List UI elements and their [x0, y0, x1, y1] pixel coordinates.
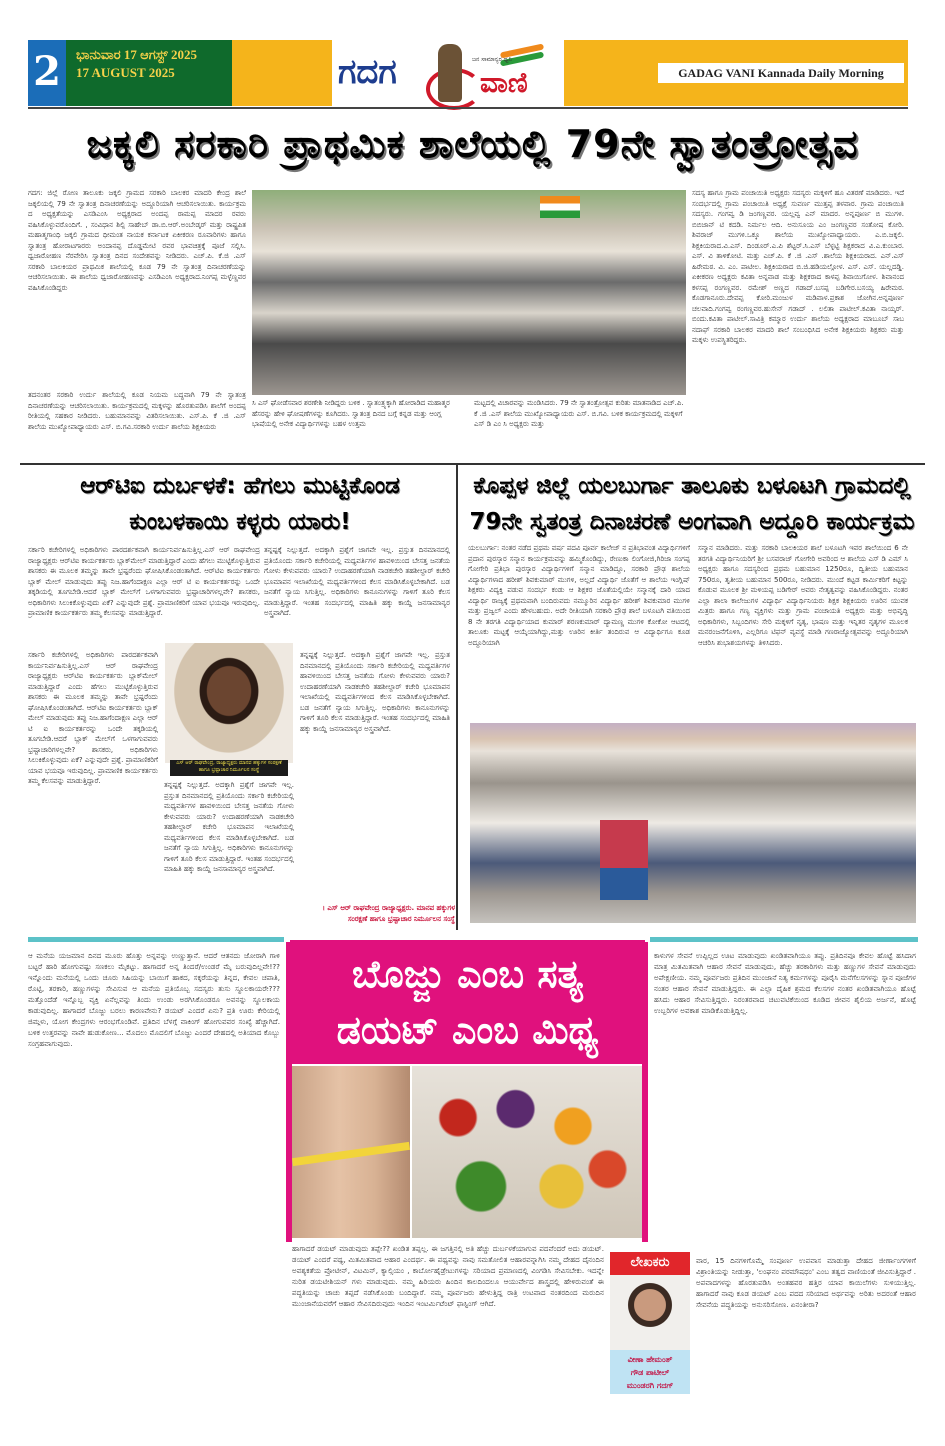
- article2-byline: [250, 903, 455, 925]
- article4-body-col2: ಹಾಗಾದರೆ ಡಯಟ್ ಮಾಡುವುದು ತಪ್ಪೇ?? ಖಂಡಿತ ತಪ್ಪಲ್ಲ. ಈ ಜಗತ್ತಿನಲ್ಲಿ ಅತಿ ಹೆಚ್ಚು ದುರ್ಬಳಕೆಯಾಗುವ ಪದವೆಂದರೆ ಅದು ಡಯಟ್. ಡಯಟ್ ಎಂದರೆ ಪಥ್ಯ, ಮಿತಮಿತವಾದ ಆಹಾರ ಎಂದರ್ಥ. ಈ ಪಥ್ಯವನ್ನು ನಾವು ಸಮತೋಲಿತ ಆಹಾರವನ್ನಾಗಿಸಿ ನಮ್ಮ ದೇಹದ ದೈನಂದಿನ ಅವಶ್ಯಕತೆಯ ಪ್ರೋಟೀನ್, ವಿಟಮಿನ್, ಕ್ಯಾಲ್ಸಿಯಂ , ಕಾರ್ಬೋಹೈಡ್ರೇಟುಗಳನ್ನು ಸರಿಯಾದ ಪ್ರಮಾಣದಲ್ಲಿ ವಿಂಗಡಿಸಿ ಸೇವಿಸಬೇಕು. ಇದನ್ನೇ ನುರಿತ ಡಯಟೀಶಿಯನ್ ಗಳು ಮಾಡುವುದು. ನಮ್ಮ ಹಿರಿಯರು ಹಿಂದಿನ ಕಾಲದಿಂದಲೂ ಆಯುರ್ವೇದ ಶಾಸ್ತ್ರದಲ್ಲಿ ಹೇಳಿರುವಂತೆ ಈ ಪದ್ಧತಿಯನ್ನು ಚಾಚು ತಪ್ಪದೆ ನಡೆಸಿಕೊಂಡು ಬಂದಿದ್ದಾರೆ. ನಮ್ಮ ಪೂರ್ವಜರು ಹೇಳುತ್ತಿದ್ದ ರಾತ್ರಿ ಉಟವಾದ ನಂತರದಿಂದ ಮರುದಿನ ಮುಂಜಾನೆಯವರೆಗೆ ಆಹಾರ ಸೇವಿಸದಿರುವುದು ಇಂದಿನ ಇಂಟರ್ಮಿಟೆಂಟ್ ಫಾಸ್ಟಿಂಗ್ ಆಗಿದೆ.: [292, 1244, 604, 1308]
- pink-side-bar-right: [642, 942, 648, 1242]
- article2-byline-line1: । ಎಸ್ ಆರ್ ರಾಘವೇಂದ್ರ ರಾಜ್ಯಾಧ್ಯಕ್ಷರು. ಮಾನವ ಹಕ್ಕುಗಳ: [322, 904, 455, 912]
- article3-headline-line1: ಕೊಪ್ಪಳ ಜಿಲ್ಲೆ ಯಲಬುರ್ಗಾ ತಾಲೂಕು ಬಳೂಟಗಿ ಗ್ರಾಮದಲ್ಲಿ: [473, 473, 911, 499]
- article1-photo-flag-hoisting: [252, 190, 686, 395]
- article3-headline[interactable]: [462, 468, 922, 540]
- masthead-rule: [28, 107, 908, 109]
- article1-headline[interactable]: ಜಕ್ಕಲಿ ಸರಕಾರಿ ಪ್ರಾಥಮಿಕ ಶಾಲೆಯಲ್ಲಿ 79ನೇ ಸ್ವಾತಂತ್ರೋತ್ಸವ: [86, 122, 859, 166]
- article4-body-col1: ಆ ಮನೆಯ ಯಜಮಾನ ದಿನದ ಮೂರು ಹೊತ್ತು ಅನ್ನವನ್ನು ಉಣ್ಣುತ್ತಾನೆ. ಆದರೆ ಆತನದು ಜೋರಾಗಿ ಗಾಳಿ ಬಟ್ಟರೆ ಹಾರಿ ಹೋಗುವಷ್ಟು ಸಣಕಲು ಮೈಕಟ್ಟು. ಹಾಗಾದರೆ ಅನ್ನ ತಿಂದರೆ/ಉಂಡರೆ ಮೈ ಬರುವುದಿಲ್ಲವೇ!?? ಇನ್ನೊಂದು ಮನೆಯಲ್ಲಿ ಒಂದು ಚೂರು ಸಿಹಿಯನ್ನು ಬಾಯಿಗೆ ಹಾಕದ, ಸಕ್ಕರೆಯನ್ನು ತಿನ್ನದ, ಕೇವಲ ಚಪಾತಿ, ರೊಟ್ಟಿ, ತರಕಾರಿ, ಹಣ್ಣುಗಳನ್ನು ಸೇವಿಸುವ ಆ ಮನೆಯ ಪ್ರತಿಯೊಬ್ಬ ಸದಸ್ಯರು ತುಸು ಸ್ಥೂಲಕಾಯರೇ??? ಮತ್ತೊಂದೆಡೆ ಇನ್ನೊಬ್ಬ ವ್ಯಕ್ತಿ ಏನೆಲ್ಲವನ್ನು ತಿಂದು ಉಂಡು ಅರಗಿಸಿಕೊಂಡರೂ ಅವನನ್ನು ಸ್ಥೂಲಕಾಯ ಕಾಡುವುದಿಲ್ಲ. ಹಾಗಾದರೆ ಬೊಜ್ಜು ಬರಲು ಕಾರಣವೇನು? ಡಯಟ್ ಎಂದರೆ ಏನು? ಪ್ರತಿ ಊರು ಕೇರಿಯಲ್ಲಿ ಜಿಮ್ಗಳು, ಯೋಗ ಕೇಂದ್ರಗಳು ಆರಂಭಗೊಂಡಿವೆ. ಪ್ರತಿದಿನ ಬೆಳಗ್ಗೆ ವಾಕಿಂಗ್ ಹೋಗುವವರ ಸಂಖ್ಯೆ ಹೆಚ್ಚಾಗಿದೆ. ಬಳಿಕ ಉತ್ತರವನ್ನು ನಾವೇ ಹುಡುಕೋಣ... ಮೊದಲು ಮೊದಲಿಗೆ ಬೊಜ್ಜು ಎಂದರೆ ದೇಹದಲ್ಲಿ ಅತಿಯಾದ ಕೊಬ್ಬು ಸಂಗ್ರಹವಾಗುವುದು.: [28, 951, 280, 1048]
- article2-body-col1-wrap: ಸರ್ಕಾರಿ ಕಚೇರಿಗಳಲ್ಲಿ ಅಧಿಕಾರಿಗಳು ಪಾರದರ್ಶಕವಾಗಿ ಕಾರ್ಯನಿರ್ವಹಿಸುತ್ತಿಲ್ಲ.ಎಸ್ ಆರ್ ರಾಘವೇಂದ್ರ ರಾಜ್ಯಾಧ್ಯಕ್ಷರು ಆರ್‌ಟಿಐ ಕಾರ್ಯಕರ್ತರು ಬ್ಲಾಕ್‌ಮೇಲ್ ಮಾಡುತ್ತಿದ್ದಾರೆ ಎಂದು ಹೆಗಲು ಮುಟ್ಟಿಕೊಳ್ಳುತ್ತಿರುವ ಶಾಸಕರು ಈ ಮೂಲಕ ತಮ್ಮನ್ನು ತಾವೇ ಭ್ರಷ್ಟರೆಂದು ಘೋಷಿಸಿಕೊಂಡಂತಾಗಿದೆ. ಆರ್‌ಟಿಐ ಕಾರ್ಯಕರ್ತರು ಬ್ಲಾಕ್ ಮೇಲ್ ಮಾಡುವುದು ತಪ್ಪು ನಿಜ.ಹಾಗೆಂದಾಕ್ಷಣ ಎಲ್ಲಾ ಆರ್ ಟಿ ಐ ಕಾರ್ಯಕರ್ತರನ್ನು ಒಂದೇ ತಕ್ಕಡಿಯಲ್ಲಿ ತೂಗಬೇಡಿ.ಆದರೆ ಬ್ಲಾಕ್ ಮೇಲ್‌ಗೆ ಒಳಗಾಗುವವರು ಭ್ರಷ್ಟಾಚಾರಿಗಳಲ್ಲವೇ? ಶಾಸಕರು, ಅಧಿಕಾರಿಗಳು ಸಿಲುಕಿಕೊಳ್ಳುವುದು ಏಕೆ? ಎನ್ನುವುದೇ ಪ್ರಶ್ನೆ. ಪ್ರಾಮಾಣಿಕರಿಗೆ ಯಾವ ಭಯವೂ ಇರುವುದಿಲ್ಲ. ಪ್ರಾಮಾಣಿಕ ಕಾರ್ಯಕರ್ತರು ತಮ್ಮ ಕೆಲಸವನ್ನು ಮಾಡುತ್ತಿದ್ದಾರೆ.: [28, 651, 158, 785]
- article3-headline-line2: 79ನೇ ಸ್ವತಂತ್ರ ದಿನಾಚರಣೆ ಅಂಗವಾಗಿ ಅದ್ದೂರಿ ಕಾರ್ಯಕ್ರಮ: [469, 509, 915, 535]
- flag-icon: [540, 196, 580, 218]
- article1-caption-left: ಸಿ ಎಸ್ ಘೋಡೆಸವಾರ ಶರಣೇಶಿ ನೀಡಿದ್ದರು ಬಳಿಕ . ಸ್ವಾತಂತ್ರ್ಯಕ್ಕಾಗಿ ಹೋರಾಡಿದ ಮಹಾತ್ಮರ ಹೆಸರನ್ನು ಹೇಳಿ ಘೋಷಣೆಗಳನ್ನು ಕೂಗಿದರು. ಸ್ವಾತಂತ್ರ ದಿನದ ಬಗ್ಗೆ ಕನ್ನಡ ಮತ್ತು ಆಂಗ್ಲ ಭಾಷೆಯಲ್ಲಿ ಅನೇಕ ವಿದ್ಯಾರ್ಥಿಗಳನ್ನು ಬಹಳ ಉತ್ತಮ: [252, 399, 450, 428]
- article2-body-col2: ತನ್ನಷ್ಟಕ್ಕೆ ನಿಲ್ಲುತ್ತದೆ. ಅದಕ್ಕಾಗಿ ಪ್ರಶ್ನೆಗೆ ಜಾಗವೇ ಇಲ್ಲ. ಪ್ರಸ್ತುತ ದಿನಮಾನದಲ್ಲಿ ಪ್ರತಿಯೊಂದು ಸರ್ಕಾರಿ ಕಚೇರಿಯಲ್ಲಿ ಮಧ್ಯವರ್ತಿಗಳ ಹಾವಳಿಯಿಂದ ಬೇಸತ್ತ ಜನತೆಯ ಗೋಳು ಕೇಳುವವರು ಯಾರು? ಉದಾಹರಣೆಯಾಗಿ ನಾಡಕಚೇರಿ ತಹಶೀಲ್ದಾರ್ ಕಚೇರಿ ಭೂಮಾಪನ ಇಲಾಖೆಯಲ್ಲಿ ಮಧ್ಯವರ್ತಿಗಳಿಂದ ಕೆಲಸ ಮಾಡಿಸಿಕೊಳ್ಳಬೇಕಾಗಿದೆ. ಬಡ ಜನತೆಗೆ ನ್ಯಾಯ ಸಿಗುತ್ತಿಲ್ಲ. ಅಧಿಕಾರಿಗಳು ಕಾನೂನುಗಳನ್ನು ಗಾಳಿಗೆ ತೂರಿ ಕೆಲಸ ಮಾಡುತ್ತಿದ್ದಾರೆ. ಇಂತಹ ಸಂದರ್ಭದಲ್ಲಿ ಮಾಹಿತಿ ಹಕ್ಕು ಕಾಯ್ದೆ ಜನಸಾಮಾನ್ಯರ ಅಸ್ತ್ರವಾಗಿದೆ.: [264, 546, 450, 617]
- article4-photo-fruits-vegetables: [412, 1066, 642, 1238]
- article2-body-col2-lower: ತನ್ನಷ್ಟಕ್ಕೆ ನಿಲ್ಲುತ್ತದೆ. ಅದಕ್ಕಾಗಿ ಪ್ರಶ್ನೆಗೆ ಜಾಗವೇ ಇಲ್ಲ. ಪ್ರಸ್ತುತ ದಿನಮಾನದಲ್ಲಿ ಪ್ರತಿಯೊಂದು ಸರ್ಕಾರಿ ಕಚೇರಿಯಲ್ಲಿ ಮಧ್ಯವರ್ತಿಗಳ ಹಾವಳಿಯಿಂದ ಬೇಸತ್ತ ಜನತೆಯ ಗೋಳು ಕೇಳುವವರು ಯಾರು? ಉದಾಹರಣೆಯಾಗಿ ನಾಡಕಚೇರಿ ತಹಶೀಲ್ದಾರ್ ಕಚೇರಿ ಭೂಮಾಪನ ಇಲಾಖೆಯಲ್ಲಿ ಮಧ್ಯವರ್ತಿಗಳಿಂದ ಕೆಲಸ ಮಾಡಿಸಿಕೊಳ್ಳಬೇಕಾಗಿದೆ. ಬಡ ಜನತೆಗೆ ನ್ಯಾಯ ಸಿಗುತ್ತಿಲ್ಲ. ಅಧಿಕಾರಿಗಳು ಕಾನೂನುಗಳನ್ನು ಗಾಳಿಗೆ ತೂರಿ ಕೆಲಸ ಮಾಡುತ್ತಿದ್ದಾರೆ. ಇಂತಹ ಸಂದರ್ಭದಲ್ಲಿ ಮಾಹಿತಿ ಹಕ್ಕು ಕಾಯ್ದೆ ಜನಸಾಮಾನ್ಯರ ಅಸ್ತ್ರವಾಗಿದೆ.: [300, 651, 450, 733]
- author-name-line2: ಗೌಡ ಪಾಟೀಲ್: [630, 1368, 670, 1377]
- article4-body-col3b: ವಾರ, 15 ದಿನಗಳಿಗೊಮ್ಮೆ ಸಂಪೂರ್ಣ ಉಪವಾಸ ಮಾಡುತ್ತಾ ದೇಹದ ಜೀರ್ಣಾಂಗಗಳಿಗೆ ವಿಶ್ರಾಂತಿಯನ್ನು ನೀಡುತ್ತಾ, 'ಲಂಘನಂ ಪರಮೌಷಧಂ' ಎಂಬ ತತ್ವದ ವಾಣಿಯಂತೆ ಜೀವಿಸುತ್ತಿದ್ದಾರೆ . ಅಪವಾದಗಳನ್ನು ಹೊರತುಪಡಿಸಿ ಅಂತಹವರ ಹತ್ತಿರ ಯಾವ ಕಾಯಿಲೆಗಳು ಸುಳಿಯುತ್ತಿಲ್ಲ. ಹಾಗಾದರೆ ನಾವು ಕೂಡ ಡಯಟ್ ಎಂಬ ಪದದ ಸರಿಯಾದ ಅರ್ಥವನ್ನು ಅರಿತು ಅದರಂತೆ ಆಹಾರ ಸೇವನೆಯ ಪದ್ಧತಿಯನ್ನು ಅನುಸರಿಸೋಣ. ಏನಂತೀರಾ?: [696, 1256, 916, 1309]
- column-divider: [456, 465, 458, 930]
- author-name: [610, 1350, 690, 1394]
- article4-body-col3: ಕಾಳುಗಳ ಸೇವನೆ ಉಪ್ಪಿಲ್ಲದ ಊಟ ಮಾಡುವುದು ಖಂಡಿತವಾಗಿಯೂ ತಪ್ಪು. ಪ್ರತಿದಿನವೂ ಕೇವಲ ಹೊಟ್ಟೆ ಹಸಿದಾಗ ಮಾತ್ರ ಮಿತಮಿತವಾಗಿ ಆಹಾರ ಸೇವನೆ ಮಾಡುವುದು, ಹೆಚ್ಚು ತರಕಾರಿಗಳು ಮತ್ತು ಹಣ್ಣುಗಳ ಸೇವನೆ ಮಾಡುವುದು ಅಪೇಕ್ಷಣೀಯ. ನಮ್ಮ ಪೂರ್ವಜರು ಪ್ರತಿದಿನ ಮುಂಜಾನೆ ನಿತ್ಯ ಕರ್ಮಗಳನ್ನು ಪೂರೈಸಿ ಮನೆಗೆಲಸಗಳನ್ನು ಸ್ನಾನ ಪೂಜೆಗಳ ನಂತರ ಆಹಾರ ಸೇವನೆ ಮಾಡುತ್ತಿದ್ದರು. ಈ ಎಲ್ಲಾ ದೈಹಿಕ ಶ್ರಮದ ಕೆಲಸಗಳ ನಂತರ ಖಂಡಿತವಾಗಿಯೂ ಹೊಟ್ಟೆ ಹಸಿದು ಆಹಾರ ಸೇವಿಸುತ್ತಿದ್ದರು. ನಿರಂತರವಾದ ಚಟುವಟಿಕೆಯಿಂದ ಕೂಡಿದ ಜೀವನ ಶೈಲಿಯ ಅರ್ಜನೆ, ಹೊಟ್ಟೆ ಉಬ್ಬರಿಗಳ ಅವಕಾಶ ಮಾಡಿಕೊಡುತ್ತಿದ್ದಿಲ್ಲ.: [654, 951, 916, 1015]
- logo-tagline: ಜನ ಸಾಮಾನ್ಯರ ಧ್ವನಿ: [472, 56, 512, 63]
- article2-body-col1-top: ಸರ್ಕಾರಿ ಕಚೇರಿಗಳಲ್ಲಿ ಅಧಿಕಾರಿಗಳು ಪಾರದರ್ಶಕವಾಗಿ ಕಾರ್ಯನಿರ್ವಹಿಸುತ್ತಿಲ್ಲ.ಎಸ್ ಆರ್ ರಾಘವೇಂದ್ರ ರಾಜ್ಯಾಧ್ಯಕ್ಷರು ಆರ್‌ಟಿಐ ಕಾರ್ಯಕರ್ತರು ಬ್ಲಾಕ್‌ಮೇಲ್ ಮಾಡುತ್ತಿದ್ದಾರೆ ಎಂದು ಹೆಗಲು ಮುಟ್ಟಿಕೊಳ್ಳುತ್ತಿರುವ ಶಾಸಕರು ಈ ಮೂಲಕ ತಮ್ಮನ್ನು ತಾವೇ ಭ್ರಷ್ಟರೆಂದು ಘೋಷಿಸಿಕೊಂಡಂತಾಗಿದೆ. ಆರ್‌ಟಿಐ ಕಾರ್ಯಕರ್ತರು ಬ್ಲಾಕ್ ಮೇಲ್ ಮಾಡುವುದು ತಪ್ಪು ನಿಜ.ಹಾಗೆಂದಾಕ್ಷಣ ಎಲ್ಲಾ ಆರ್ ಟಿ ಐ ಕಾರ್ಯಕರ್ತರನ್ನು ಒಂದೇ ತಕ್ಕಡಿಯಲ್ಲಿ ತೂಗಬೇಡಿ.ಆದರೆ ಬ್ಲಾಕ್ ಮೇಲ್‌ಗೆ ಒಳಗಾಗುವವರು ಭ್ರಷ್ಟಾಚಾರಿಗಳಲ್ಲವೇ? ಶಾಸಕರು, ಅಧಿಕಾರಿಗಳು ಸಿಲುಕಿಕೊಳ್ಳುವುದು ಏಕೆ? ಎನ್ನುವುದೇ ಪ್ರಶ್ನೆ. ಪ್ರಾಮಾಣಿಕರಿಗೆ ಯಾವ ಭಯವೂ ಇರುವುದಿಲ್ಲ. ಪ್ರಾಮಾಣಿಕ ಕಾರ್ಯಕರ್ತರು ತಮ್ಮ ಕೆಲಸವನ್ನು ಮಾಡುತ್ತಿದ್ದಾರೆ.: [28, 546, 260, 617]
- article4-headline-banner[interactable]: [290, 940, 645, 1064]
- section-divider-1: [20, 463, 925, 465]
- logo-text-vani: ವಾಣಿ: [480, 66, 528, 99]
- author-name-line3: ಮುಂಡರಗಿ ಗದಗ್: [626, 1381, 674, 1390]
- date-kannada: ಭಾನುವಾರ 17 ಆಗಸ್ಟ್ 2025: [76, 47, 198, 62]
- article2-portrait-caption: ಎಸ್ ಆರ್ ರಾಘವೇಂದ್ರ, ರಾಜ್ಯಾಧ್ಯಕ್ಷರು ಮಾನವ ಹಕ್ಕುಗಳ ಸಂರಕ್ಷಣೆ ಹಾಗೂ ಭ್ರಷ್ಟಾಚಾರ ನಿರ್ಮೂಲನ ಸಂಸ್ಥೆ: [170, 760, 288, 776]
- article3-body-col2: ಸನ್ಮಾನ ಮಾಡಿದರು. ಮತ್ತು ಸರಕಾರಿ ಬಾಲಕಿಯರ ಶಾಲೆ ಬಳೂಟಗಿ ಇವರ ಶಾಲೆಯಿಂದ 6 ನೇ ತರಗತಿ ವಿದ್ಯಾರ್ಥಿನಿಯರಿಗೆ ಶ್ರೀ ಬಸವರಾಜ್ ಗೋಗೇರಿ ಅವರಿಂದ ಆ ಶಾಲೆಯ ಎಸ್ ಡಿ ಎಮ್ ಸಿ ಅಧ್ಯಕ್ಷರು ಹಾಗೂ ಸದಸ್ಯರಿಂದ ಪ್ರಥಮ ಬಹುಮಾನ 1250ರೂ, ದ್ವಿತೀಯ ಬಹುಮಾನ 750ರೂ, ತೃತೀಯ ಬಹುಮಾನ 500ರೂ, ನೀಡಿದರು. ಮುಂದೆ ಕಟ್ಟಡ ಕಾರ್ಮಿಕರಿಗೆ ಕಿಟ್ಟನ್ನು ಕೊಡುವ ಮೂಲಕ ಶ್ರೀ ಮಳಿಯಪ್ಪ ಬಡಿಗೇರ್ ಅವರು ನೇತೃತ್ವವನ್ನು ವಹಿಸಿಕೊಂಡಿದ್ದರು. ನಂತರ ಎಲ್ಲಾ ಶಾಲಾ ಕಾಲೇಜುಗಳ ವಿದ್ಯಾರ್ಥಿ ವಿದ್ಯಾರ್ಥಿನಿಯರು ಶಿಕ್ಷಕ ಶಿಕ್ಷಕಿಯರು ಊರಿನ ಯುವಕ ಮಿತ್ರರು ಹಾಗೂ ಗಣ್ಯ ವ್ಯಕ್ತಿಗಳು ಮತ್ತು ಗ್ರಾಮ ಪಂಚಾಯತಿ ಅಧ್ಯಕ್ಷರು ಮತ್ತು ಅಭಿವೃದ್ಧಿ ಅಧಿಕಾರಿಗಳು, ಸಿಬ್ಬಂದಿಗಳು ಸೇರಿ ಮಕ್ಕಳಿಗೆ ನೃತ್ಯ, ಭಾಷಣ ಮತ್ತು ಇನ್ನಿತರ ನೃತ್ಯಗಳ ಮೂಲಕ ಮನರಂಜನೆಗೊಳಿಸಿ, ಎಲ್ಲರಿಗೂ ಟಿಫನ್ ವ್ಯವಸ್ಥೆ ಮಾಡಿ ಗಣರಾಜ್ಯೋತ್ಸವವನ್ನು ಅದ್ದೂರಿಯಾಗಿ ಆಚರಿಸಿ ಶುಭಾಶಯಗಳನ್ನು ತಿಳಿಸಿದರು.: [698, 544, 908, 647]
- teal-divider-right: [650, 937, 918, 942]
- article1-body-col1b: ತದನಂತರ ಸರಕಾರಿ ಉರ್ದು ಶಾಲೆಯಲ್ಲಿ ಕೂಡ ನಿಯಮ ಬದ್ಧವಾಗಿ 79 ನೇ ಸ್ವಾತಂತ್ರ ದಿನಾಚರಣೆಯನ್ನು ಆಚರಿಸಲಾಯಿತು. ಕಾರ್ಯಕ್ರಮದಲ್ಲಿ ಮಕ್ಕಳನ್ನು ಹೊರತುಪಡಿಸಿ ಶಾಲೆಗೆ ಅಂದಪ್ಪ ರೀತಿಯಲ್ಲಿ ಸಹಕಾರ ನೀಡಿದರು. ಬಹುಮಾನವನ್ನು ವಿತರಿಸಲಾಯಿತು. ಎಸ್.ಪಿ. ಕೆ .ಜಿ .ಎಸ್ ಶಾಲೆಯ ಮುಖ್ಯೋಪಾಧ್ಯಾಯರು ಎಸ್. ಬಿ.ಗವಿ.ಸರಕಾರಿ ಉರ್ದು ಶಾಲೆಯ ಶಿಕ್ಷಕಿಯರು: [28, 391, 246, 431]
- article4-headline-line2: ಡಯಟ್ ಎಂಬ ಮಿಥ್ಯ: [336, 1008, 599, 1052]
- date-block: [66, 40, 232, 106]
- article3-photo-felicitation: [470, 723, 916, 923]
- statue-icon: [438, 44, 462, 102]
- article1-body-col1: ಗದಗ: ಜಿಲ್ಲೆ ರೋಣ ತಾಲೂಕು ಜಕ್ಕಲಿ ಗ್ರಾಮದ ಸರಕಾರಿ ಬಾಲಕರ ಮಾದರಿ ಕೇಂದ್ರ ಶಾಲೆ ಜಕ್ಕಲಿಯಲ್ಲಿ 79 ನೇ ಸ್ವಾತಂತ್ರ ದಿನಾಚರಣೆಯನ್ನು ಅದ್ದೂರಿಯಾಗಿ ಆಚರಿಸಲಾಯಿತು. ಕಾರ್ಯಕ್ರಮ ದ ಅಧ್ಯಕ್ಷತೆಯನ್ನು ಎಸಡಿಎಂಸಿ ಅಧ್ಯಕ್ಷರಾದ ಅಂದಪ್ಪ ರಾಮಪ್ಪ ಮಾದರ ರವರು ವಹಿಸಿಕೊಳ್ಳುವರೊಂದಿಗೆ. , ಸಂವಿಧಾನ ಶಿಲ್ಪಿ ಸಾಹೇಬ್ ಡಾ.ಬಿ.ಆರ್.ಅಂಬೇಡ್ಕರ್ ಮತ್ತು ರಾಷ್ಟ್ರಪಿತ ಮಹಾತ್ಮಗಾಂಧಿ ಜಕ್ಕಲಿ ಗ್ರಾಮದ ಧೀಮಂತ ನಾಯಕ ಕರ್ನಾಟಕ ಏಕೀಕರಣ ರೂವಾರಿಗಳು ಹಾಗೂ ಸ್ವಾತಂತ್ರ ಹೋರಾಟಗಾರರು ಅಂದಾನಪ್ಪ ದೊಡ್ಡಮೇಟಿ ರವರ ಭಾವಚಿತ್ರಕ್ಕೆ ಪೂಜೆ ಸಲ್ಲಿಸಿ. ಧ್ವಜಾರೋಹಣ ನೆರವೇರಿಸಿ ಸ್ವಾತಂತ್ರ ದಿನದ ಸಂದೇಶವನ್ನು ನೀಡಿದರು. ಎಚ್.ಪಿ. ಕೆ.ಜಿ .ಎಸ್ ಸರಕಾರಿ ಬಾಲಕಿಯರ ಪ್ರಾಥಮಿಕ ಶಾಲೆಯಲ್ಲಿ ಕೂಡ 79 ನೇ ಸ್ವಾತಂತ್ರ ದಿನಾಚರಣೆಯನ್ನು ಆಚರಿಸಲಾಯಿತು. ಈ ಶಾಲೆಯ ಧ್ವಜಾರೋಹಣವನ್ನು ಎಸಡಿಎಂಸಿ ಅಧ್ಯಕ್ಷರಾದ.ನಿಂಗಪ್ಪ ಮಳ್ಳೆಣ್ಣವರ ವಹಿಸಿಕೊಂಡಿದ್ದರು: [28, 189, 246, 292]
- masthead-tagline: GADAG VANI Kannada Daily Morning: [658, 63, 904, 83]
- page-number: 2: [28, 40, 66, 106]
- article2-headline-line1: ಆರ್‌ಟಿಐ ದುರ್ಬಳಕೆ: ಹೆಗಲು ಮುಟ್ಟಿಕೊಂಡ: [80, 473, 400, 499]
- article3-body-col1: ಯಲಬುರ್ಗಾ: ನಂತರ ನಡೆದ ಪ್ರಥಮ ವರ್ಷ ಪದವಿ ಪೂರ್ವ ಕಾಲೇಜ್ ನ ಪ್ರತಿಭಾವಂತ ವಿದ್ಯಾರ್ಥಿಗಳಿಗೆ ಪ್ರದಾನ ಪುರಸ್ಕಾರ ಸನ್ಮಾನ ಕಾರ್ಯಕ್ರಮವನ್ನು ಹಮ್ಮಿಕೊಂಡಿದ್ದು, ರೇಣುಕಾ ಲಿಂಗೋಜಿ,ಗಿರಿಜಾ ಸಂಗಪ್ಪ ಗೋಗೇರಿ ಪ್ರತಿಭಾ ಪುರಸ್ಕಾರ ವಿದ್ಯಾರ್ಥಿಗಳಿಗೆ ಸನ್ಮಾನ ಮಾಡಿದ್ದೂ, ಸರಕಾರಿ ಪ್ರೌಢ ಶಾಲೆಯ ವಿದ್ಯಾರ್ಥಿಗಳಾದ ಹರೀಶ್ ಶಿವಕುಮಾರ್ ಮುಗಳಿ, ಅಲ್ಲದೆ ವಿದ್ಯಾರ್ಥಿ ಜೊತೆಗೆ ಆ ಶಾಲೆಯ ಇಂಗ್ಲಿಷ್ ಶಿಕ್ಷಕರು ವಿದ್ಯಕ್ತಿ ಪಡುವ ಸಂದರ್ಭ ಕಂಡು ಆ ಶಿಕ್ಷಕರ ಜೊತೆಯಲ್ಲಿಯೇ ಸನ್ಮಾನಕ್ಕೆ ದಾರಿ ಯಾದ ವಿದ್ಯಾರ್ಥಿ ರಾಜ್ಯಕ್ಕೆ ಪ್ರಥಮವಾಗಿ ಬಂದಿರುವದು ನಮ್ಮೂರಿನ ವಿದ್ಯಾರ್ಥಿ ಹರೀಶ್ ಶಿವಕುಮಾರ ಮುಗಳಿ ಮತ್ತು ಪ್ರಜ್ವಲ್ ಎಂದು ಹೇಳಬಹುದು. ಅದೇ ರೀತಿಯಾಗಿ ಸರಕಾರಿ ಪ್ರೌಢ ಶಾಲೆ ಬಳೂಟಗಿ ವತಿಯಿಂದ 8 ನೇ ತರಗತಿ ವಿದ್ಯಾರ್ಥಿಯಾದ ಕುಮಾರ್ ಶರಣಕುಮಾರ್ ದ್ಯಾಮಣ್ಣ ಮುಗಳಿ ಕೋಕೋ ಆಟದಲ್ಲಿ ತಾಲೂಕು ಮಟ್ಟಕ್ಕೆ ಆಯ್ಕೆಯಾಗಿದ್ದು,ಮತ್ತು ಊರಿನ ಕೀರ್ತಿ ತಂದಿರುವ ಆ ವಿದ್ಯಾರ್ಥಿಗೂ ಕೂಡ ಅದ್ದೂರಿಯಾಗಿ: [468, 544, 690, 647]
- logo-text-gadag: ಗದಗ: [338, 52, 397, 92]
- article2-body-col1-lower: ತನ್ನಷ್ಟಕ್ಕೆ ನಿಲ್ಲುತ್ತದೆ. ಅದಕ್ಕಾಗಿ ಪ್ರಶ್ನೆಗೆ ಜಾಗವೇ ಇಲ್ಲ. ಪ್ರಸ್ತುತ ದಿನಮಾನದಲ್ಲಿ ಪ್ರತಿಯೊಂದು ಸರ್ಕಾರಿ ಕಚೇರಿಯಲ್ಲಿ ಮಧ್ಯವರ್ತಿಗಳ ಹಾವಳಿಯಿಂದ ಬೇಸತ್ತ ಜನತೆಯ ಗೋಳು ಕೇಳುವವರು ಯಾರು? ಉದಾಹರಣೆಯಾಗಿ ನಾಡಕಚೇರಿ ತಹಶೀಲ್ದಾರ್ ಕಚೇರಿ ಭೂಮಾಪನ ಇಲಾಖೆಯಲ್ಲಿ ಮಧ್ಯವರ್ತಿಗಳಿಂದ ಕೆಲಸ ಮಾಡಿಸಿಕೊಳ್ಳಬೇಕಾಗಿದೆ. ಬಡ ಜನತೆಗೆ ನ್ಯಾಯ ಸಿಗುತ್ತಿಲ್ಲ. ಅಧಿಕಾರಿಗಳು ಕಾನೂನುಗಳನ್ನು ಗಾಳಿಗೆ ತೂರಿ ಕೆಲಸ ಮಾಡುತ್ತಿದ್ದಾರೆ. ಇಂತಹ ಸಂದರ್ಭದಲ್ಲಿ ಮಾಹಿತಿ ಹಕ್ಕು ಕಾಯ್ದೆ ಜನಸಾಮಾನ್ಯರ ಅಸ್ತ್ರವಾಗಿದೆ.: [164, 781, 294, 873]
- saree-figure: [600, 820, 648, 900]
- author-label: ಲೇಖಕರು: [610, 1252, 690, 1310]
- article1-body-right: ಸದಸ್ಯ ಹಾಗೂ ಗ್ರಾಮ ಪಂಚಾಯಿತಿ ಅಧ್ಯಕ್ಷರು ಸದಸ್ಯರು ಮಕ್ಕಳಿಗೆ ಹೂ ವಿತರಣೆ ಮಾಡಿದರು. ಇದೆ ಸಂದರ್ಭದಲ್ಲಿ ಗ್ರಾಮ ಪಂಚಾಯಿತಿ ಅಧ್ಯಕ್ಷೆ ಸುವರ್ಣ ಮುತ್ತಪ್ಪ ತಳವಾರ. ಗ್ರಾಮ ಪಂಚಾಯಿತಿ ಸದಸ್ಯರು. ಗಂಗವ್ವ ಡಿ ಜಂಗಣ್ಣವರ. ಯಲ್ಲವ್ವ ಎನ್ ಮಾದರ. ಅನ್ನಪೂರ್ಣ ಬಿ ಮುಗಳಿ. ಬಿಬಿಜಾನ್ ಟಿ ಕದಡಿ. ನಿರ್ಮಲ ಆದಿ. ಅನುಸೂಯ ಎಂ ಜಂಗಣ್ಣವರ ಸಂತೋಷ ಕೋರಿ. ಶಿವರಾಜ್ ಮುಗಳಿ.ಒಕ್ಕೂ ಶಾಲೆಯ ಮುಖ್ಯೋಪಾಧ್ಯಾಯರು. ಎ.ಬಿ.ಜಕ್ಕಲಿ. ಶಿಕ್ಷಕಿಯರಾದ.ವಿ.ಎಸ್. ದಿಂಡೂರ್.ಎ.ಪಿ ಶೆಟ್ಟರ್.ಸಿ.ಎಸ್ ಬೆಳ್ಳಟ್ಟಿ ಶಿಕ್ಷಕರಾದ ವಿ.ಎ.ಕುಂಬಾರ. ಎಸ್. ವಿ ತಾಳಿಕೋಟಿ. ಮತ್ತು ಎಚ್.ಪಿ. ಕೆ .ಜಿ .ಎಸ್ .ಶಾಲೆಯ ಶಿಕ್ಷಕಿಯರಾದ. ಎನ್.ಎಸ್ ಹಿರೇಮಠ. ವಿ. ಎಂ. ಪಾಟೀಲ. ಶಿಕ್ಷಕಿಯರಾದ ಬಿ.ಜಿ.ಹಡಿಯಲ್ಗೋಳ. ಎಸ್. ಎಸ್. ಯಲ್ಲದಡ್ಡಿ. ಏಕೀಕರಣ ಅಧ್ಯಕ್ಷರು ಕವಿತಾ ಅನ್ನವಾಡ ಮತ್ತು ಶಿಕ್ಷಕರಾದ ಕಾಳಪ್ಪ ಶಿವಾಯಿಗೋಳ. ಶಿವಾನಂದ ಕಳಸಪ್ಪ ರಂಗಣ್ಣವರ. ರಮೇಶ್ ಅಣ್ಣದ ಗಡಾದ್.ಬಸಪ್ಪ ಬಡಿಗೇರ.ಬಸಯ್ಯ ಹಿರೇಮಠ. ಕೊಡಗಾನೂರು.ದೇವಪ್ಪ ಕೋರಿ.ಮಂಜುಳ ಮಡಿವಾಳ.ಪ್ರಕಾಶ ಜೋಗಿನ.ಅನ್ನಪೂರ್ಣ ಚಲವಾದಿ.ಗಂಗವ್ವ ರಂಗಣ್ಣವರ.ಹುಸೇನ್ ಗಡಾದ್ . ಲಲಿತಾ ಪಾಟೀಲ್.ಕವಿತಾ ನಾಯ್ಕರ್. ಬಿಂದು.ಕವಿತಾ ಪಾಟೀಲ್.ಸಾವಿತ್ರಿ ಕಮ್ಮಾರ ಉರ್ದು ಶಾಲೆಯ ಅಧ್ಯಕ್ಷರಾದ ಮಾಬೂಬ್ ಸಾಬ ನದಾಫ್ ಸರಕಾರಿ ಬಾಲಕರ ಮಾದರಿ ಶಾಲೆ ಸಂಬಂಧಿಸಿದ ಅನೇಕ ಶಿಕ್ಷಕಿಯರು ಶಿಕ್ಷಕರು ಮತ್ತು ಮಕ್ಕಳು ಉಪಸ್ಥಿತರಿದ್ದರು.: [692, 189, 904, 344]
- article2-portrait-photo: [165, 643, 293, 763]
- article4-headline-line1: ಬೊಜ್ಜು ಎಂಬ ಸತ್ಯ: [352, 952, 583, 996]
- article1-caption-right: ಮಟ್ಟದಲ್ಲಿ ವಿಚಾರವನ್ನು ಮಂಡಿಸಿದರು. 79 ನೇ ಸ್ವಾತಂತ್ರೋತ್ಸವ ಕುರಿತು ಮಾತನಾಡಿದ ಎಚ್.ಪಿ. ಕೆ .ಜಿ .ಎಸ್ ಶಾಲೆಯ ಮುಖ್ಯೋಪಾಧ್ಯಾಯರು ಎಸ್. ಬಿ.ಗವಿ. ಬಳಿಕ ಕಾರ್ಯಕ್ರಮದಲ್ಲಿ ಮಕ್ಕಳಿಗೆ ಎಸ್ ಡಿ ಎಂ ಸಿ ಅಧ್ಯಕ್ಷರು ಮತ್ತು: [474, 399, 684, 428]
- teal-divider-left: [28, 937, 284, 942]
- author-name-line1: ವೀಣಾ ಹೇಮಂತ್: [627, 1355, 673, 1364]
- article2-headline-line2: ಕುಂಬಳಕಾಯಿ ಕಳ್ಳರು ಯಾರು!: [129, 509, 351, 535]
- article2-headline[interactable]: [20, 468, 460, 540]
- date-english: 17 AUGUST 2025: [76, 65, 175, 80]
- masthead-band-left: [232, 40, 332, 106]
- article2-byline-line2: ಸಂರಕ್ಷಣೆ ಹಾಗೂ ಭ್ರಷ್ಟಾಚಾರ ನಿರ್ಮೂಲನ ಸಂಸ್ಥೆ: [347, 915, 455, 923]
- author-photo: [610, 1275, 690, 1350]
